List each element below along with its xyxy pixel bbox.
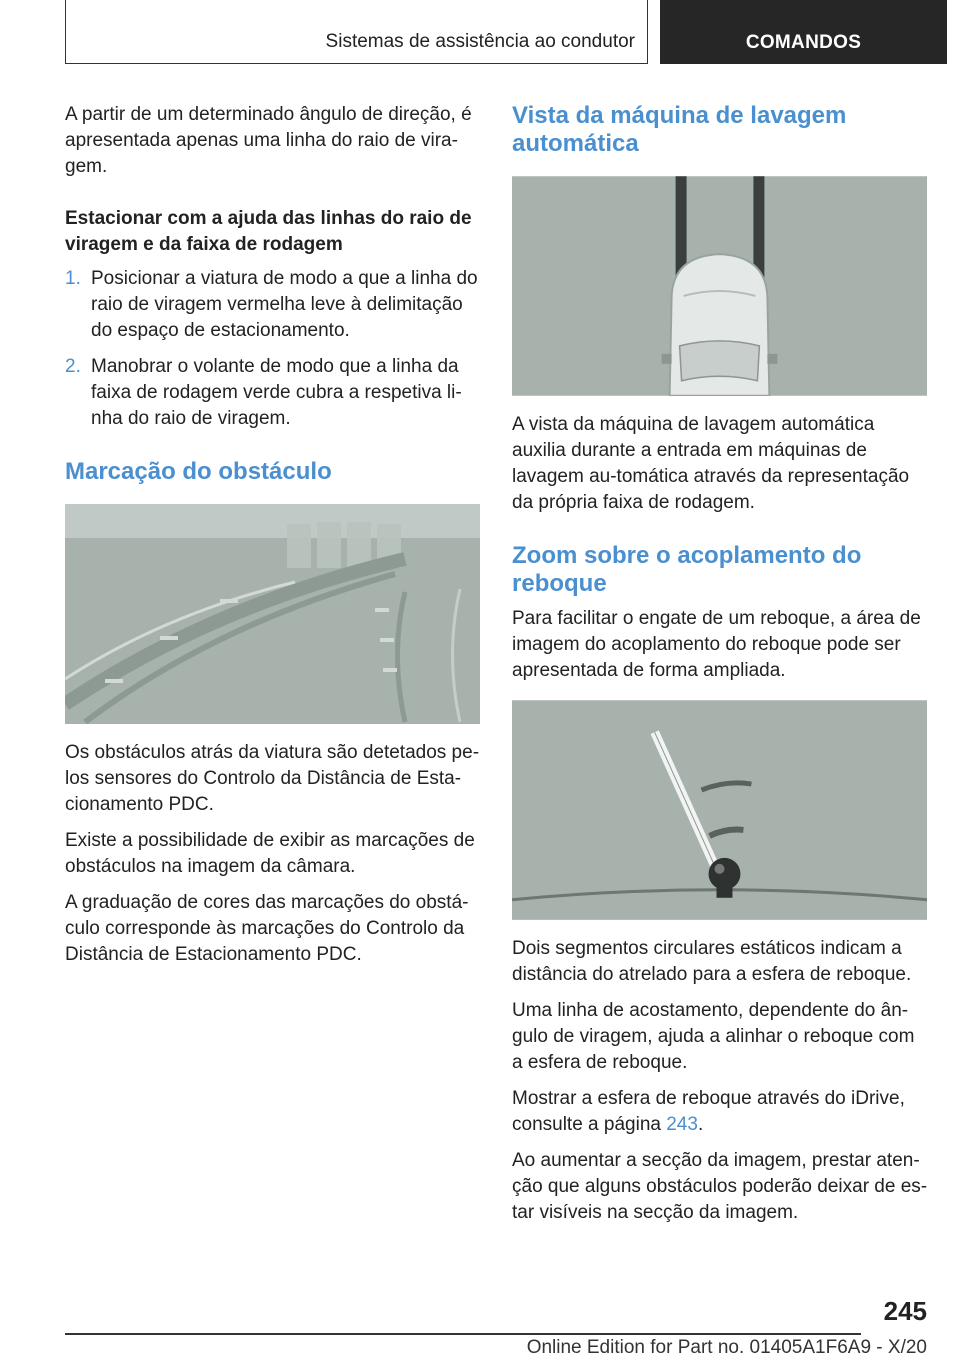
page-number: 245: [883, 1296, 927, 1326]
left-column: [65, 102, 480, 978]
right-column: [512, 102, 928, 1236]
list-item: [65, 266, 480, 344]
edition-text: Online Edition for Part no. 01405A1F6A9 - X/20: [526, 1337, 927, 1358]
step-text: Posicionar a viatura de modo a que a linha do raio de viragem vermelha leve à delimitação do espaço de estacionamento.: [91, 268, 478, 341]
car-wash-view-figure: [512, 176, 927, 396]
section-heading-trailer-zoom: Zoom sobre o acoplamento do reboque: [512, 542, 862, 597]
idrive-paragraph: [512, 1086, 928, 1138]
section-heading-car-wash: Vista da máquina de lavagem automática: [512, 102, 847, 157]
idrive-text-end: .: [697, 1114, 704, 1135]
trailer-intro-paragraph: Para facilitar o engate de um reboque, a área de imagem do acoplamento do reboque pode ser apresentada de forma ampliada.: [512, 608, 921, 681]
trailer-paragraph-3: Ao aumentar a secção da imagem, prestar aten-ção que alguns obstáculos poderão deixar de es-tar visíveis na secção da imagem.: [512, 1150, 928, 1223]
obstacle-marking-figure: [65, 504, 480, 724]
chapter-tab-label: COMANDOS: [745, 32, 862, 53]
idrive-text: Mostrar a esfera de reboque através do iDrive, consulte a página: [512, 1088, 905, 1135]
obstacle-paragraph-3: A graduação de cores das marcações do obstá-culo corresponde às marcações do Controlo da Distância de Estacionamento PDC.: [65, 892, 469, 965]
footer-divider: [65, 1333, 861, 1335]
list-item: [65, 354, 480, 432]
step-number: 2.: [65, 356, 81, 377]
obstacle-paragraph-2: Existe a possibilidade de exibir as marcações de obstáculos na imagem da câmara.: [65, 830, 475, 877]
car-wash-paragraph: A vista da máquina de lavagem automática auxilia durante a entrada em máquinas de lavagem au-tomática através da representação da própria faixa de rodagem.: [512, 414, 910, 513]
trailer-paragraph-2: Uma linha de acostamento, dependente do ân-gulo de viragem, ajuda a alinhar o reboque com a esfera de reboque.: [512, 1000, 915, 1073]
intro-paragraph: A partir de um determinado ângulo de direção, é apresentada apenas uma linha do raio de vira-gem.: [65, 104, 472, 177]
steps-list: [65, 266, 480, 432]
step-text: Manobrar o volante de modo que a linha da faixa de rodagem verde cubra a respetiva li-nha do raio de viragem.: [91, 356, 462, 429]
page-link-243[interactable]: 243: [666, 1114, 698, 1135]
trailer-paragraph-1: Dois segmentos circulares estáticos indicam a distância do atrelado para a esfera de reboque.: [512, 938, 912, 985]
chapter-tab: [660, 0, 947, 64]
section-heading-obstacle: Marcação do obstáculo: [65, 458, 332, 485]
step-number: 1.: [65, 268, 81, 289]
sub-heading: Estacionar com a ajuda das linhas do raio de viragem e da faixa de rodagem: [65, 208, 472, 255]
section-title: Sistemas de assistência ao condutor: [325, 31, 635, 52]
header-box: [65, 0, 648, 64]
obstacle-paragraph-1: Os obstáculos atrás da viatura são detetados pe-los sensores do Controlo da Distância de Esta-cionamento PDC.: [65, 742, 480, 815]
trailer-hitch-zoom-figure: [512, 700, 927, 920]
